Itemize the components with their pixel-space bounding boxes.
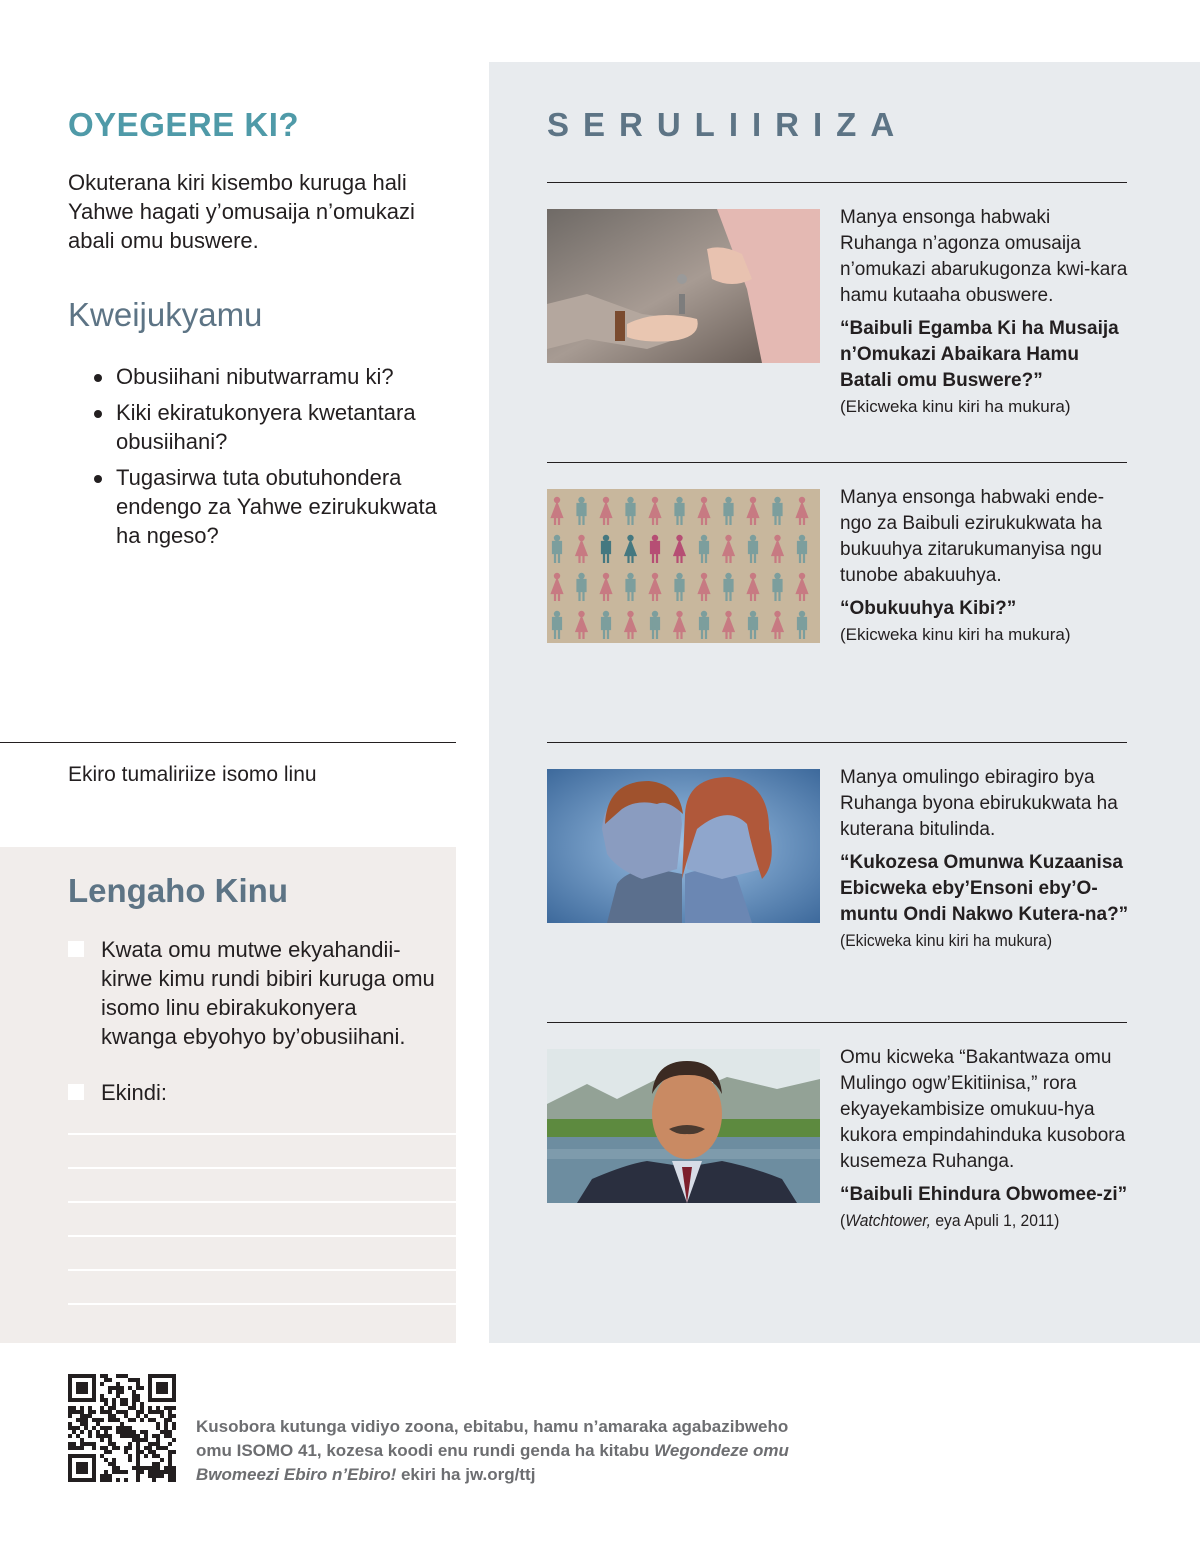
entry-description: Omu kicweka “Bakantwaza omu Mulingo ogw’Ekitiinisa,” rora ekyayekambisize omukuu-hya kukora empindahinduka kusobora kusemeza Ruhanga. bbox=[840, 1047, 1126, 1172]
entry-description: Manya ensonga habwaki ende-ngo za Baibuli ezirukukwata ha bukuuhya zitarukumanyisa ngu tunobe abakuuhya. bbox=[840, 487, 1105, 586]
footer-text: Kusobora kutunga vidiyo zoona, ebitabu, hamu n’amaraka agabazibweho omu ISOMO 41, kozesa koodi enu rundi genda ha kitabu Wegondeze omu Bwomeezi Ebiro n’Ebiro! ekiri ha jw.org/ttj bbox=[196, 1417, 789, 1484]
write-in-line[interactable] bbox=[68, 1235, 456, 1237]
review-question-list bbox=[92, 362, 452, 557]
people-icons-illustration[interactable] bbox=[547, 489, 820, 643]
goal-checkbox[interactable] bbox=[68, 941, 84, 957]
entry-reference-link[interactable] bbox=[840, 850, 1132, 954]
man-woman-silhouette-illustration[interactable] bbox=[547, 769, 820, 923]
explore-entry bbox=[840, 485, 1132, 648]
review-question: Tugasirwa tuta obutuhondera endengo za Yahwe ezirukukwata ha ngeso? bbox=[92, 463, 452, 550]
entry-reference-title: “Kukozesa Omunwa Kuzaanisa Ebicweka eby’Ensoni eby’O-muntu Ondi Nakwo Kutera-na?” bbox=[840, 852, 1129, 925]
entry-reference-title: “Baibuli Ehindura Obwomee-zi” bbox=[840, 1184, 1128, 1205]
divider bbox=[0, 742, 456, 743]
write-in-line[interactable] bbox=[68, 1201, 456, 1203]
write-in-line[interactable] bbox=[68, 1303, 456, 1305]
entry-reference-link[interactable]: “Baibuli Egamba Ki ha Musaija n’Omukazi Abaikara Hamu Batali omu Buswere?” bbox=[840, 318, 1119, 391]
entry-note: (Ekicweka kinu kiri ha mukura) bbox=[840, 625, 1071, 644]
entry-reference-link[interactable]: “Obukuuhya Kibi?” bbox=[840, 598, 1017, 619]
recap-title: OYEGERE KI? bbox=[68, 106, 300, 143]
recap-text: Okuterana kiri kisembo kuruga hali Yahwe hagati y’omusaija n’omukazi abali omu buswere. bbox=[68, 170, 415, 253]
qr-code-icon bbox=[68, 1374, 176, 1482]
divider bbox=[547, 182, 1127, 183]
write-in-line[interactable] bbox=[68, 1167, 456, 1169]
goal-title: Lengaho Kinu bbox=[68, 872, 288, 909]
explore-title: SERULIIRIZA bbox=[547, 106, 909, 143]
entry-note: (Watchtower, eya Apuli 1, 2011) bbox=[840, 1211, 1060, 1230]
goal-item-text: Ekindi: bbox=[101, 1080, 168, 1105]
book-title: Wegondeze omu Bwomeezi Ebiro n’Ebiro! bbox=[196, 1441, 789, 1484]
hands-keys-image bbox=[547, 209, 820, 363]
review-title: Kweijukyamu bbox=[68, 296, 263, 333]
qr-code[interactable] bbox=[68, 1374, 176, 1482]
entry-reference-link[interactable] bbox=[840, 1182, 1132, 1234]
goal-checkbox[interactable] bbox=[68, 1084, 84, 1100]
people-icons-image bbox=[547, 489, 820, 643]
explore-entry bbox=[840, 765, 1132, 954]
review-question: Obusiihani nibutwarramu ki? bbox=[92, 362, 452, 391]
goal-item-text: Kwata omu mutwe ekyahandii-kirwe kimu rundi bibiri kuruga omu isomo linu ebirakukonyera kwanga ebyohyo by’obusiihani. bbox=[101, 937, 435, 1049]
entry-note: (Ekicweka kinu kiri ha mukura) bbox=[840, 397, 1071, 416]
entry-description: Manya ensonga habwaki Ruhanga n’agonza omusaija n’omukazi abarukugonza kwi-kara hamu kutaaha obuswere. bbox=[840, 207, 1128, 306]
divider bbox=[547, 462, 1127, 463]
hands-keys-photo[interactable] bbox=[547, 209, 820, 363]
entry-note: (Ekicweka kinu kiri ha mukura) bbox=[840, 931, 1053, 950]
explore-entry bbox=[840, 1045, 1132, 1234]
write-in-line[interactable] bbox=[68, 1133, 456, 1135]
review-question: Kiki ekiratukonyera kwetantara obusiihani? bbox=[92, 398, 452, 456]
explore-entry bbox=[840, 205, 1132, 420]
divider bbox=[547, 1022, 1127, 1023]
portrait-image bbox=[547, 1049, 820, 1203]
divider bbox=[547, 742, 1127, 743]
date-completed-label: Ekiro tumaliriize isomo linu bbox=[68, 763, 317, 786]
write-in-line[interactable] bbox=[68, 1269, 456, 1271]
silhouette-image bbox=[547, 769, 820, 923]
goal-item bbox=[68, 1078, 438, 1107]
man-portrait-photo[interactable] bbox=[547, 1049, 820, 1203]
goal-item bbox=[68, 935, 438, 1051]
entry-description: Manya omulingo ebiragiro bya Ruhanga byona ebirukukwata ha kuterana bitulinda. bbox=[840, 767, 1118, 840]
